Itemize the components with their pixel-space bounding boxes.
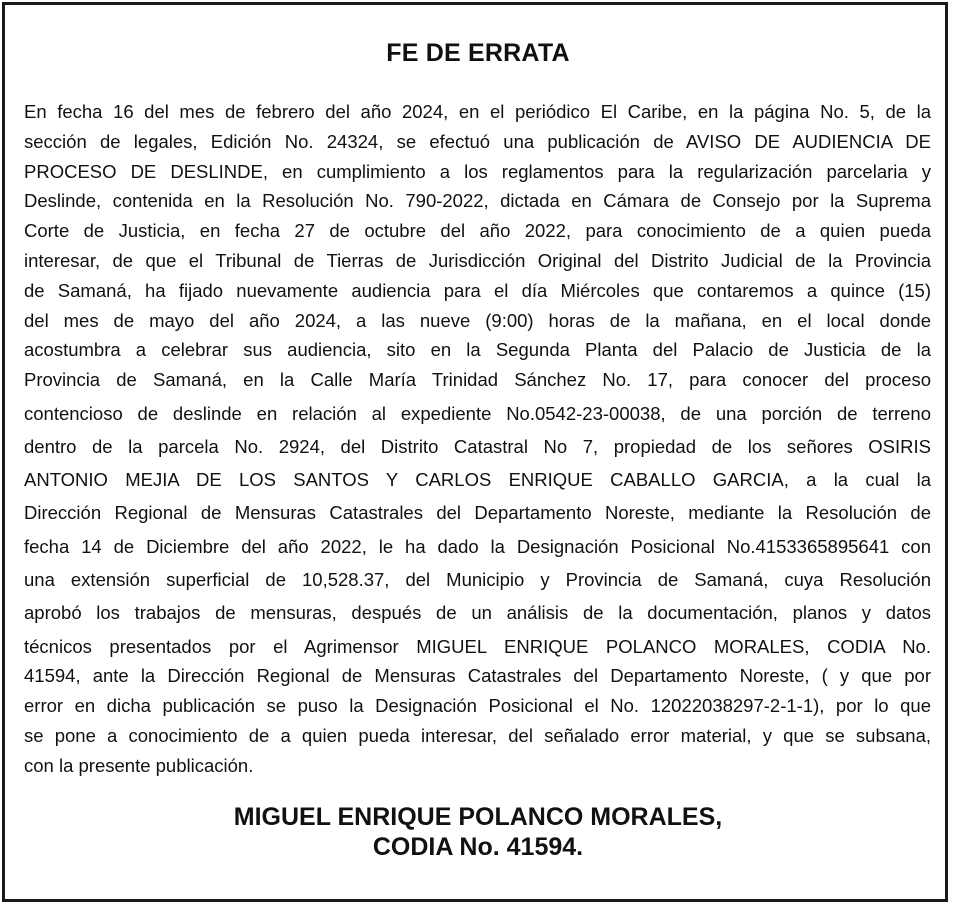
body-line: Provincia de Samaná, en la Calle María Trinidad Sánchez No. 17, para conocer del proceso	[24, 369, 931, 391]
notice-frame	[2, 2, 948, 902]
body-line: PROCESO DE DESLINDE, en cumplimiento a los reglamentos para la regularización parcelaria y	[24, 160, 931, 182]
body-line: En fecha 16 del mes de febrero del año 2024, en el periódico El Caribe, en la página No. 5, de la	[24, 101, 931, 122]
body-line: dentro de la parcela No. 2924, del Distrito Catastral No 7, propiedad de los señores OSIRIS	[24, 435, 931, 457]
body-line: una extensión superficial de 10,528.37, del Municipio y Provincia de Samaná, cuya Resolución	[24, 569, 931, 590]
body-line: 41594, ante la Dirección Regional de Mensuras Catastrales del Departamento Noreste, ( y que por	[24, 665, 931, 687]
body-line: del mes de mayo del año 2024, a las nueve (9:00) horas de la mañana, en el local donde	[24, 309, 931, 331]
body-line: Deslinde, contenida en la Resolución No. 790-2022, dictada en Cámara de Consejo por la Suprema	[24, 190, 931, 212]
body-line: acostumbra a celebrar sus audiencia, sito en la Segunda Planta del Palacio de Justicia de la	[24, 339, 931, 361]
body-line: contencioso de deslinde en relación al expediente No.0542-23-00038, de una porción de terreno	[24, 402, 931, 424]
body-line: interesar, de que el Tribunal de Tierras de Jurisdicción Original del Distrito Judicial de la Provincia	[24, 250, 931, 271]
body-line: Corte de Justicia, en fecha 27 de octubre del año 2022, para conocimiento de a quien pueda	[24, 220, 931, 242]
body-line: ANTONIO MEJIA DE LOS SANTOS Y CARLOS ENRIQUE CABALLO GARCIA, a la cual la	[24, 469, 931, 491]
signature-name: MIGUEL ENRIQUE POLANCO MORALES,	[233, 803, 723, 831]
body-line: Dirección Regional de Mensuras Catastrales del Departamento Noreste, mediante la Resolución de	[24, 502, 931, 524]
signature-codia: CODIA No. 41594.	[372, 833, 584, 861]
body-line: aprobó los trabajos de mensuras, después de un análisis de la documentación, planos y datos	[24, 602, 931, 624]
body-line: sección de legales, Edición No. 24324, se efectuó una publicación de AVISO DE AUDIENCIA DE	[24, 130, 931, 152]
body-line: error en dicha publicación se puso la Designación Posicional el No. 12022038297-2-1-1), por lo que	[24, 695, 931, 717]
body-line: de Samaná, ha fijado nuevamente audiencia para el día Miércoles que contaremos a quince (15)	[24, 279, 931, 301]
body-line: con la presente publicación.	[24, 754, 254, 776]
notice-title: FE DE ERRATA	[386, 39, 570, 67]
body-line: técnicos presentados por el Agrimensor MIGUEL ENRIQUE POLANCO MORALES, CODIA No.	[24, 635, 931, 657]
body-line: se pone a conocimiento de a quien pueda interesar, del señalado error material, y que se subsana,	[24, 725, 931, 746]
body-line: fecha 14 de Diciembre del año 2022, le ha dado la Designación Posicional No.4153365895641 con	[24, 535, 931, 557]
